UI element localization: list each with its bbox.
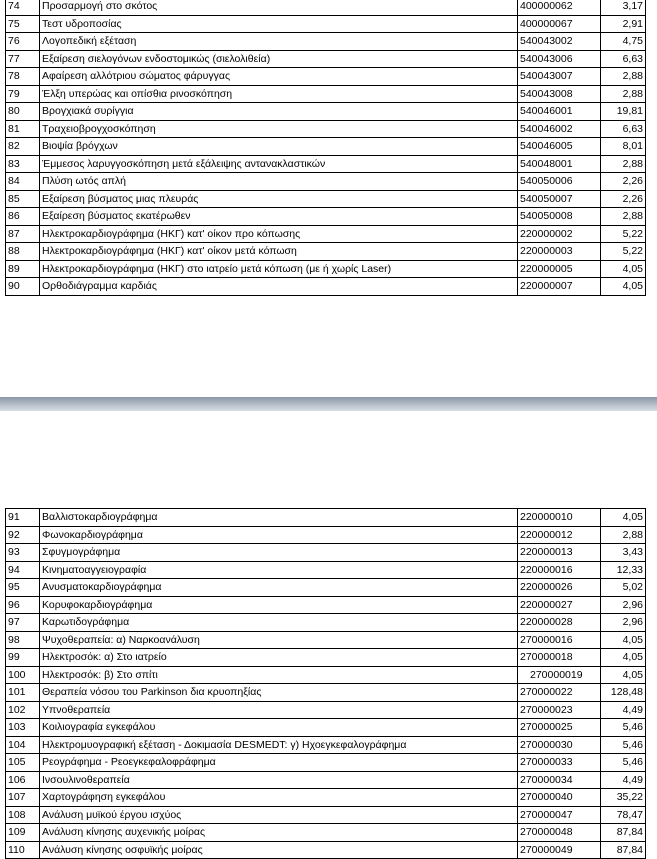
procedure-code: 540043006 bbox=[518, 50, 601, 68]
row-number: 99 bbox=[6, 649, 40, 667]
procedure-code: 540046005 bbox=[518, 138, 601, 156]
procedure-description: Ανάλυση κίνησης αυχενικής μοίρας bbox=[40, 824, 518, 842]
procedure-price: 4,05 bbox=[601, 278, 646, 296]
row-number: 95 bbox=[6, 579, 40, 597]
table-row bbox=[6, 50, 646, 68]
row-number: 110 bbox=[6, 841, 40, 859]
procedure-price: 19,81 bbox=[601, 103, 646, 121]
procedure-code: 220000003 bbox=[518, 243, 601, 261]
row-number: 106 bbox=[6, 771, 40, 789]
procedure-description: Σφυγμογράφημα bbox=[40, 544, 518, 562]
table-row bbox=[6, 260, 646, 278]
procedure-description: Ηλεκτροκαρδιογράφημα (ΗΚΓ) κατ' οίκον προ κόπωσης bbox=[40, 225, 518, 243]
procedure-description: Ηλεκτροκαρδιογράφημα (ΗΚΓ) στο ιατρείο μετά κόπωση (με ή χωρίς Laser) bbox=[40, 260, 518, 278]
procedure-description: Εξαίρεση βύσματος εκατέρωθεν bbox=[40, 208, 518, 226]
table-row bbox=[6, 701, 646, 719]
table-row bbox=[6, 155, 646, 173]
table-row bbox=[6, 666, 646, 684]
table-row bbox=[6, 631, 646, 649]
procedure-price: 4,05 bbox=[601, 509, 646, 527]
procedure-description: Φωνοκαρδιογράφημα bbox=[40, 526, 518, 544]
procedure-price: 2,88 bbox=[601, 85, 646, 103]
procedure-price: 12,33 bbox=[601, 561, 646, 579]
row-number: 77 bbox=[6, 50, 40, 68]
row-number: 94 bbox=[6, 561, 40, 579]
procedure-description: Έλξη υπερώας και οπίσθια ρινοσκόπηση bbox=[40, 85, 518, 103]
table-row bbox=[6, 719, 646, 737]
procedure-code: 540048001 bbox=[518, 155, 601, 173]
procedure-description: Χαρτογράφηση εγκεφάλου bbox=[40, 789, 518, 807]
procedure-description: Κινηματοαγγειογραφία bbox=[40, 561, 518, 579]
procedure-price: 87,84 bbox=[601, 841, 646, 859]
procedure-price: 2,96 bbox=[601, 596, 646, 614]
procedure-price: 5,22 bbox=[601, 225, 646, 243]
table-row bbox=[6, 15, 646, 33]
procedure-code: 540046001 bbox=[518, 103, 601, 121]
row-number: 103 bbox=[6, 719, 40, 737]
row-number: 107 bbox=[6, 789, 40, 807]
procedure-code: 220000028 bbox=[518, 614, 601, 632]
page-break-divider bbox=[0, 397, 657, 411]
table-row bbox=[6, 120, 646, 138]
procedure-code: 220000005 bbox=[518, 260, 601, 278]
procedure-code: 270000033 bbox=[518, 754, 601, 772]
procedure-description: Ορθοδιάγραμμα καρδιάς bbox=[40, 278, 518, 296]
row-number: 92 bbox=[6, 526, 40, 544]
fee-table-bottom bbox=[5, 508, 646, 859]
procedure-code: 540043007 bbox=[518, 68, 601, 86]
procedure-code: 270000047 bbox=[518, 806, 601, 824]
row-number: 81 bbox=[6, 120, 40, 138]
procedure-code: 220000012 bbox=[518, 526, 601, 544]
procedure-price: 2,88 bbox=[601, 68, 646, 86]
row-number: 96 bbox=[6, 596, 40, 614]
procedure-code: 270000018 bbox=[518, 649, 601, 667]
procedure-price: 4,49 bbox=[601, 771, 646, 789]
fee-table-bottom-section bbox=[5, 508, 645, 859]
row-number: 93 bbox=[6, 544, 40, 562]
procedure-code: 540043002 bbox=[518, 33, 601, 51]
procedure-price: 4,05 bbox=[601, 649, 646, 667]
table-row bbox=[6, 278, 646, 296]
table-row bbox=[6, 806, 646, 824]
row-number: 82 bbox=[6, 138, 40, 156]
table-row bbox=[6, 208, 646, 226]
procedure-price: 2,96 bbox=[601, 614, 646, 632]
procedure-price: 4,05 bbox=[601, 260, 646, 278]
table-row bbox=[6, 243, 646, 261]
row-number: 97 bbox=[6, 614, 40, 632]
procedure-description: Προσαρμογή στο σκότος bbox=[40, 0, 518, 15]
procedure-code: 270000034 bbox=[518, 771, 601, 789]
procedure-price: 5,02 bbox=[601, 579, 646, 597]
procedure-code: 220000010 bbox=[518, 509, 601, 527]
table-row bbox=[6, 190, 646, 208]
procedure-price: 8,01 bbox=[601, 138, 646, 156]
table-row bbox=[6, 33, 646, 51]
procedure-description: Ινσουλινοθεραπεία bbox=[40, 771, 518, 789]
procedure-description: Θεραπεία νόσου του Parkinson δια κρυοπηξίας bbox=[40, 684, 518, 702]
row-number: 80 bbox=[6, 103, 40, 121]
row-number: 75 bbox=[6, 15, 40, 33]
table-row bbox=[6, 0, 646, 15]
procedure-code: 270000040 bbox=[518, 789, 601, 807]
row-number: 100 bbox=[6, 666, 40, 684]
procedure-code: 220000016 bbox=[518, 561, 601, 579]
row-number: 85 bbox=[6, 190, 40, 208]
fee-table-top bbox=[5, 0, 646, 296]
table-row bbox=[6, 824, 646, 842]
procedure-price: 5,46 bbox=[601, 736, 646, 754]
row-number: 89 bbox=[6, 260, 40, 278]
procedure-description: Ανάλυση μυϊκού έργου ισχύος bbox=[40, 806, 518, 824]
row-number: 86 bbox=[6, 208, 40, 226]
table-row bbox=[6, 614, 646, 632]
procedure-price: 6,63 bbox=[601, 50, 646, 68]
row-number: 104 bbox=[6, 736, 40, 754]
row-number: 84 bbox=[6, 173, 40, 191]
procedure-price: 4,75 bbox=[601, 33, 646, 51]
procedure-code: 540046002 bbox=[518, 120, 601, 138]
procedure-price: 78,47 bbox=[601, 806, 646, 824]
table-row bbox=[6, 649, 646, 667]
procedure-code: 270000048 bbox=[518, 824, 601, 842]
procedure-price: 5,46 bbox=[601, 719, 646, 737]
table-row bbox=[6, 736, 646, 754]
procedure-code: 540050008 bbox=[518, 208, 601, 226]
table-row bbox=[6, 509, 646, 527]
row-number: 78 bbox=[6, 68, 40, 86]
procedure-code: 270000025 bbox=[518, 719, 601, 737]
procedure-description: Ηλεκτροσόκ: β) Στο σπίτι bbox=[40, 666, 518, 684]
table-row bbox=[6, 526, 646, 544]
table-row bbox=[6, 754, 646, 772]
procedure-description: Λογοπεδική εξέταση bbox=[40, 33, 518, 51]
procedure-code: 270000016 bbox=[518, 631, 601, 649]
procedure-price: 87,84 bbox=[601, 824, 646, 842]
procedure-description: Αφαίρεση αλλότριου σώματος φάρυγγας bbox=[40, 68, 518, 86]
table-row bbox=[6, 544, 646, 562]
procedure-price: 2,88 bbox=[601, 155, 646, 173]
row-number: 101 bbox=[6, 684, 40, 702]
table-row bbox=[6, 841, 646, 859]
procedure-price: 3,17 bbox=[601, 0, 646, 15]
row-number: 90 bbox=[6, 278, 40, 296]
table-row bbox=[6, 138, 646, 156]
procedure-description: Καρωτιδογράφημα bbox=[40, 614, 518, 632]
procedure-price: 2,26 bbox=[601, 190, 646, 208]
table-row bbox=[6, 684, 646, 702]
procedure-price: 4,05 bbox=[601, 666, 646, 684]
procedure-code: 400000062 bbox=[518, 0, 601, 15]
row-number: 105 bbox=[6, 754, 40, 772]
procedure-description: Τεστ υδροποσίας bbox=[40, 15, 518, 33]
procedure-code: 220000013 bbox=[518, 544, 601, 562]
table-row bbox=[6, 68, 646, 86]
procedure-price: 2,91 bbox=[601, 15, 646, 33]
procedure-description: Ηλεκτροκαρδιογράφημα (ΗΚΓ) κατ' οίκον μετά κόπωση bbox=[40, 243, 518, 261]
row-number: 74 bbox=[6, 0, 40, 15]
fee-table-top-section bbox=[5, 0, 645, 296]
procedure-description: Εξαίρεση σιελογόνων ενδοστομικώς (σιελολιθεία) bbox=[40, 50, 518, 68]
row-number: 98 bbox=[6, 631, 40, 649]
procedure-price: 128,48 bbox=[601, 684, 646, 702]
procedure-description: Ψυχοθεραπεία: α) Ναρκοανάλυση bbox=[40, 631, 518, 649]
procedure-code: 540050006 bbox=[518, 173, 601, 191]
row-number: 79 bbox=[6, 85, 40, 103]
table-row bbox=[6, 596, 646, 614]
procedure-price: 2,88 bbox=[601, 526, 646, 544]
procedure-code: 400000067 bbox=[518, 15, 601, 33]
procedure-description: Κοιλιογραφία εγκεφάλου bbox=[40, 719, 518, 737]
procedure-description: Υπνοθεραπεία bbox=[40, 701, 518, 719]
procedure-price: 2,26 bbox=[601, 173, 646, 191]
procedure-description: Τραχειοβρογχοσκόπηση bbox=[40, 120, 518, 138]
procedure-price: 3,43 bbox=[601, 544, 646, 562]
procedure-code: 270000019 bbox=[518, 666, 601, 684]
table-row bbox=[6, 85, 646, 103]
row-number: 108 bbox=[6, 806, 40, 824]
table-row bbox=[6, 771, 646, 789]
row-number: 87 bbox=[6, 225, 40, 243]
table-row bbox=[6, 579, 646, 597]
table-row bbox=[6, 173, 646, 191]
table-row bbox=[6, 561, 646, 579]
row-number: 109 bbox=[6, 824, 40, 842]
procedure-code: 270000049 bbox=[518, 841, 601, 859]
table-row bbox=[6, 789, 646, 807]
procedure-description: Ανυσματοκαρδιογράφημα bbox=[40, 579, 518, 597]
row-number: 102 bbox=[6, 701, 40, 719]
procedure-price: 2,88 bbox=[601, 208, 646, 226]
procedure-description: Πλύση ωτός απλή bbox=[40, 173, 518, 191]
procedure-description: Ανάλυση κίνησης οσφυϊκής μοίρας bbox=[40, 841, 518, 859]
row-number: 83 bbox=[6, 155, 40, 173]
procedure-description: Βαλλιστοκαρδιογράφημα bbox=[40, 509, 518, 527]
procedure-description: Ρεογράφημα - Ρεοεγκεφαλοφράφημα bbox=[40, 754, 518, 772]
procedure-description: Κορυφοκαρδιογράφημα bbox=[40, 596, 518, 614]
procedure-code: 220000007 bbox=[518, 278, 601, 296]
procedure-price: 4,49 bbox=[601, 701, 646, 719]
procedure-price: 35,22 bbox=[601, 789, 646, 807]
procedure-description: Ηλεκτροσόκ: α) Στο ιατρείο bbox=[40, 649, 518, 667]
procedure-code: 220000002 bbox=[518, 225, 601, 243]
procedure-code: 270000030 bbox=[518, 736, 601, 754]
table-row bbox=[6, 225, 646, 243]
procedure-description: Βιοψία βρόγχων bbox=[40, 138, 518, 156]
procedure-price: 6,63 bbox=[601, 120, 646, 138]
procedure-price: 5,22 bbox=[601, 243, 646, 261]
procedure-description: Βρογχιακά συρίγγια bbox=[40, 103, 518, 121]
procedure-code: 220000026 bbox=[518, 579, 601, 597]
procedure-code: 270000023 bbox=[518, 701, 601, 719]
procedure-price: 5,46 bbox=[601, 754, 646, 772]
row-number: 88 bbox=[6, 243, 40, 261]
procedure-code: 540043008 bbox=[518, 85, 601, 103]
row-number: 91 bbox=[6, 509, 40, 527]
procedure-description: Ηλεκτρομυογραφική εξέταση - Δοκιμασία DESMEDT: γ) Ηχοεγκεφαλογράφημα bbox=[40, 736, 518, 754]
procedure-code: 220000027 bbox=[518, 596, 601, 614]
procedure-price: 4,05 bbox=[601, 631, 646, 649]
procedure-code: 270000022 bbox=[518, 684, 601, 702]
procedure-code: 540050007 bbox=[518, 190, 601, 208]
row-number: 76 bbox=[6, 33, 40, 51]
procedure-description: Έμμεσος λαρυγγοσκόπηση μετά εξάλειψης αντανακλαστικών bbox=[40, 155, 518, 173]
table-row bbox=[6, 103, 646, 121]
procedure-description: Εξαίρεση βύσματος μιας πλευράς bbox=[40, 190, 518, 208]
